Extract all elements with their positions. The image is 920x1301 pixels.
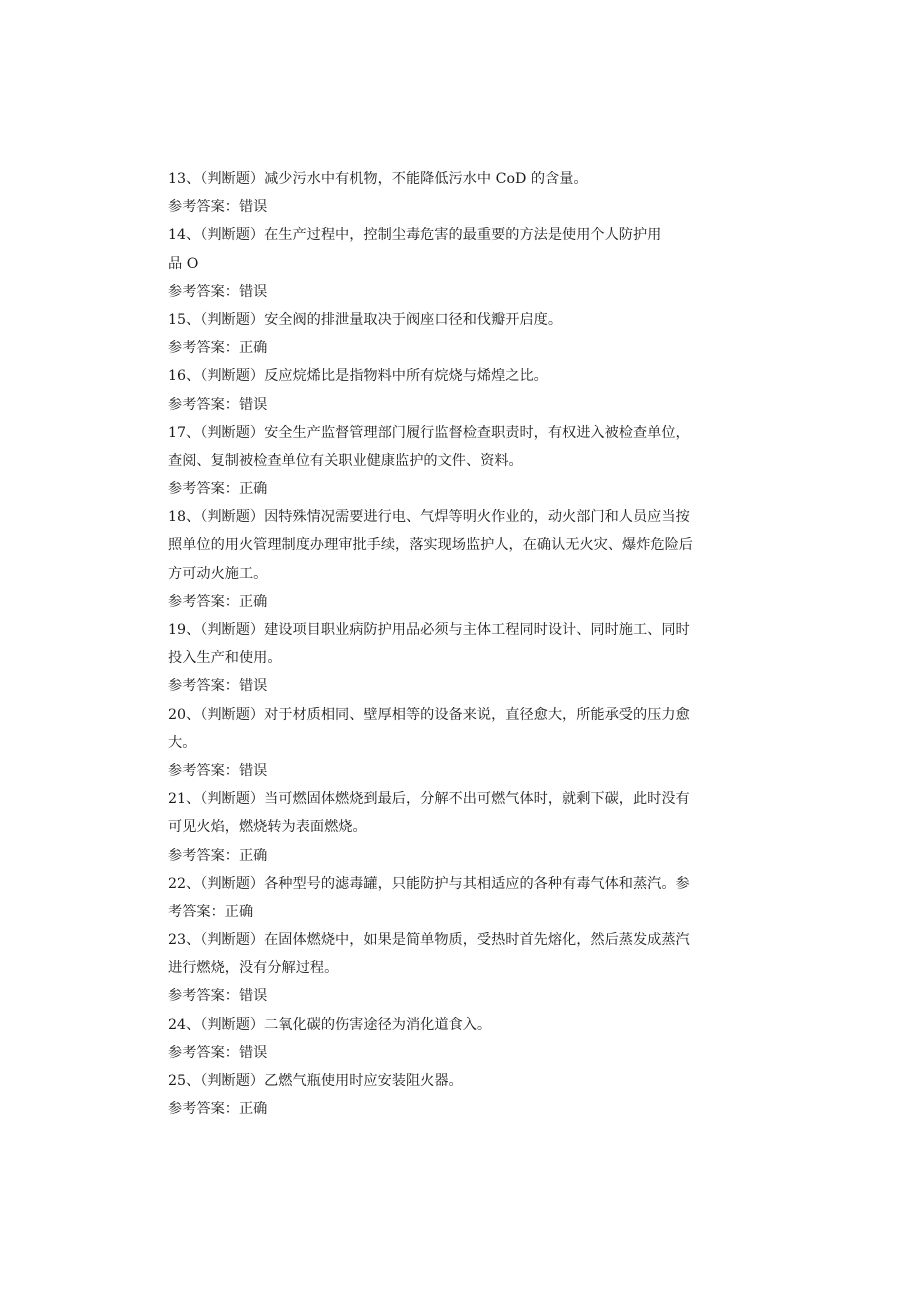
question-text: [168, 701, 748, 757]
answer-line: 参考答案：错误: [168, 762, 268, 779]
question-text: [168, 1011, 748, 1039]
question-line: 21、（判断题）当可燃固体燃烧到最后，分解不出可燃气体时，就剩下碳，此时没有: [168, 791, 690, 808]
document-page: [168, 165, 748, 1123]
answer-line: 参考答案：错误: [168, 988, 268, 1005]
question-line: 15、（判断题）安全阀的排泄量取决于阀座口径和伐瓣开启度。: [168, 311, 563, 328]
question-line: 20、（判断题）对于材质相同、壁厚相等的设备来说，直径愈大，所能承受的压力愈: [168, 706, 690, 723]
question-text: [168, 1067, 748, 1095]
answer-line: 参考答案：正确: [168, 1101, 268, 1118]
question-18: [168, 503, 748, 616]
question-text: [168, 503, 748, 588]
question-line: 24、（判断题）二氧化碳的伤害途径为消化道食入。: [168, 1016, 492, 1033]
question-text: [168, 870, 748, 926]
question-22: [168, 870, 748, 926]
question-text: [168, 616, 748, 672]
question-line: 25、（判断题）乙燃气瓶使用时应安装阻火器。: [168, 1073, 463, 1089]
answer-line: 参考答案：正确: [168, 593, 268, 610]
question-25: [168, 1067, 748, 1123]
question-line: 16、（判断题）反应烷烯比是指物料中所有烷烧与烯煌之比。: [168, 368, 548, 385]
question-21: [168, 785, 748, 870]
question-line: 考答案：正确: [168, 903, 254, 920]
question-17: [168, 419, 748, 504]
question-line: 大。: [168, 734, 197, 751]
question-14: [168, 221, 748, 306]
question-line: 方可动火施工。: [168, 565, 268, 582]
question-line: 进行燃烧，没有分解过程。: [168, 960, 339, 977]
question-line: 查阅、复制被检查单位有关职业健康监护的文件、资料。: [168, 452, 523, 469]
question-line: 17、（判断题）安全生产监督管理部门履行监督检查职责时，有权进入被检查单位，: [168, 424, 690, 441]
answer-line: 参考答案：错误: [168, 283, 268, 300]
answer-line: 参考答案：错误: [168, 1044, 268, 1061]
question-23: [168, 926, 748, 1011]
answer-line: 参考答案：错误: [168, 678, 268, 695]
question-text: [168, 362, 748, 390]
question-24: [168, 1011, 748, 1067]
question-text: [168, 221, 748, 277]
question-line: 22、（判断题）各种型号的滤毒罐，只能防护与其相适应的各种有毒气体和蒸汽。参: [168, 875, 690, 892]
question-line: 13、（判断题）减少污水中有机物，不能降低污水中 CoD 的含量。: [168, 171, 588, 187]
answer-line: 参考答案：错误: [168, 396, 268, 413]
question-line: 可见火焰，燃烧转为表面燃烧。: [168, 819, 367, 836]
question-20: [168, 701, 748, 786]
answer-line: 参考答案：正确: [168, 340, 268, 357]
question-text: [168, 926, 748, 982]
question-13: [168, 165, 748, 221]
question-line: 23、（判断题）在固体燃烧中，如果是简单物质，受热时首先熔化，然后蒸发成蒸汽: [168, 932, 690, 949]
answer-line: 参考答案：正确: [168, 847, 268, 864]
answer-line: 参考答案：错误: [168, 199, 268, 216]
question-line: 品 O: [168, 255, 199, 272]
answer-line: 参考答案：正确: [168, 481, 268, 498]
question-line: 19、（判断题）建设项目职业病防护用品必须与主体工程同时设计、同时施工、同时: [168, 622, 690, 638]
question-line: 14、（判断题）在生产过程中，控制尘毒危害的最重要的方法是使用个人防护用: [168, 227, 662, 244]
question-15: [168, 306, 748, 362]
question-line: 照单位的用火管理制度办理审批手续，落实现场监护人，在确认无火灾、爆炸危险后: [168, 537, 693, 554]
question-line: 投入生产和使用。: [168, 650, 282, 667]
question-text: [168, 419, 748, 475]
question-19: [168, 616, 748, 701]
question-16: [168, 362, 748, 418]
question-line: 18、（判断题）因特殊情况需要进行电、气焊等明火作业的，动火部门和人员应当按: [168, 509, 690, 526]
question-text: [168, 165, 748, 193]
question-text: [168, 785, 748, 841]
question-text: [168, 306, 748, 334]
